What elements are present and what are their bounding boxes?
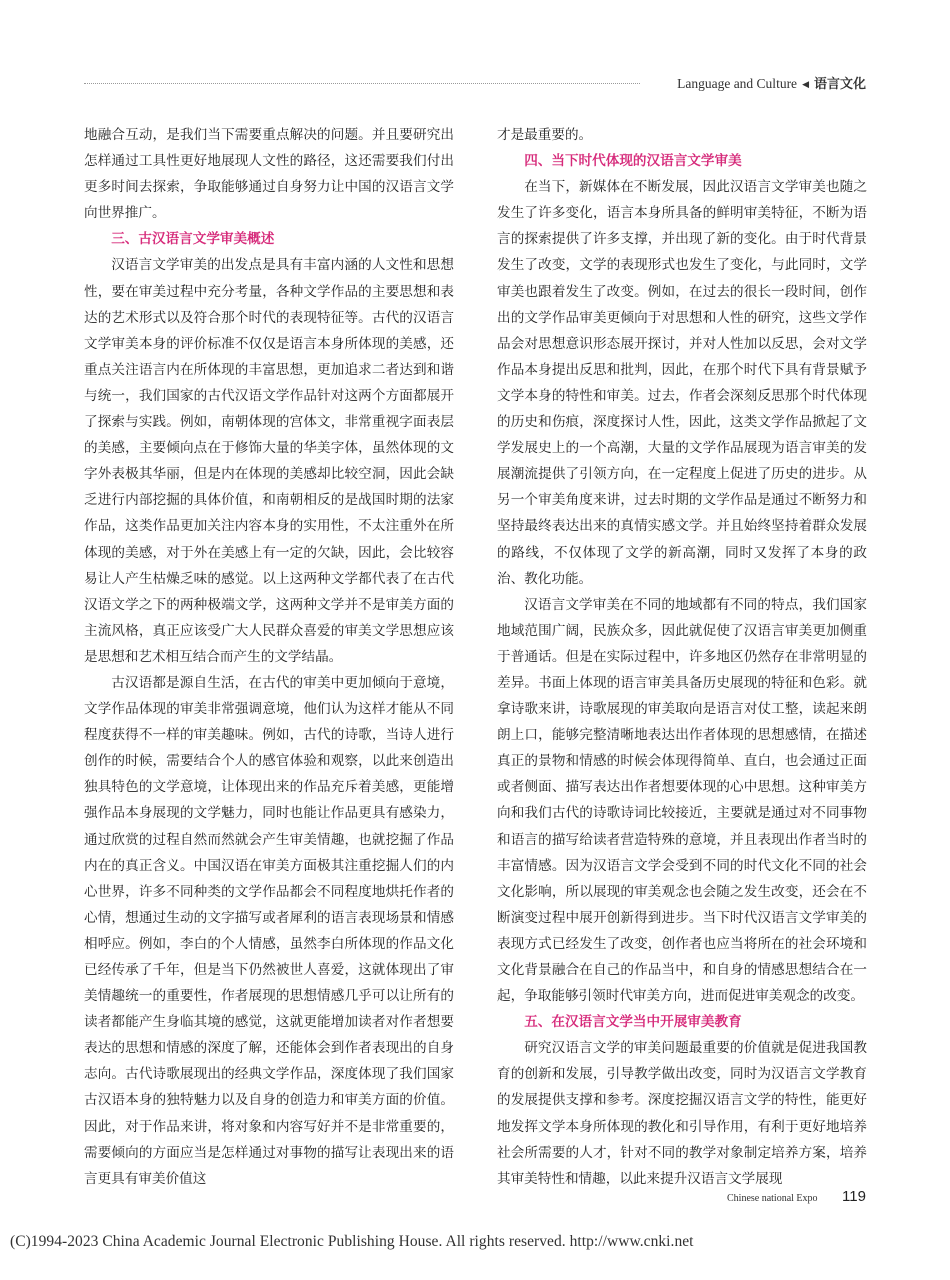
section-heading-3: 三、古汉语言文学审美概述 <box>111 231 275 248</box>
paragraph: 汉语言文学审美的出发点是具有丰富内涵的人文性和思想性，要在审美过程中充分考量，各种文学作品的主要思想和表达的艺术形式以及符合那个时代的表现特征等。古代的汉语言文学审美本身的评价标准不仅仅是语言本身所体现的美感，还重点关注语言内在所体现的丰富思想，更加追求二者达到和谐与统一，我们国家的古代汉语文学作品针对这两个方面都展开了探索与实践。例如，南朝体现的宫体文，非常重视字面表层的美感，主要倾向点在于修饰大量的华美字体，虽然体现的文字外表极其华丽，但是内在体现的美感却比较空洞，因此会缺乏进行内部挖掘的具体价值，和南朝相反的是战国时期的法家作品，这类作品更加关注内容本身的实用性，不太注重外在所体现的美感，对于外在美感上有一定的欠缺，因此，会比较容易让人产生枯燥乏味的感觉。以上这两种文学都代表了在古代汉语文学之下的两种极端文学，这两种文学并不是审美方面的主流风格，真正应该受广大人民群众喜爱的审美文学思想应该是思想和艺术相互结合而产生的文学结晶。 <box>84 257 454 665</box>
header-dotted-rule <box>84 83 640 84</box>
left-column <box>84 122 454 1192</box>
paragraph: 汉语言文学审美在不同的地域都有不同的特点，我们国家地域范围广阔，民族众多，因此就促使了汉语言审美更加侧重于普通话。但是在实际过程中，许多地区仍然存在非常明显的差异。书面上体现的语言审美具备历史展现的特征和色彩。就拿诗歌来讲，诗歌展现的审美取向是语言对仗工整，读起来朗朗上口，能够完整清晰地表达出作者体现的思想感情，在描述真正的景物和情感的时候会体现得简单、直白，也会通过正面或者侧面、描写表达出作者想要体现的心中思想。这种审美方向和我们古代的诗歌诗词比较接近，主要就是通过对不同事物和语言的描写给读者营造特殊的意境，并且表现出作者当时的丰富情感。因为汉语言文学会受到不同的时代文化不同的社会文化影响，所以展现的审美观念也会随之发生改变，还会在不断演变过程中展开创新得到进步。当下时代汉语言文学审美的表现方式已经发生了改变，创作者也应当将所在的社会环境和文化背景融合在自己的作品当中，和自身的情感思想结合在一起，争取能够引领时代审美方向，进而促进审美观念的改变。 <box>497 596 867 1005</box>
section-heading-5: 五、在汉语言文学当中开展审美教育 <box>524 1014 742 1031</box>
running-header <box>84 70 866 96</box>
footer-journal-name: Chinese national Expo <box>727 1193 818 1204</box>
paragraph-continued: 才是最重要的。 <box>497 127 593 143</box>
copyright-notice: (C)1994-2023 China Academic Journal Electronic Publishing House. All rights reserved. http://www.cnki.net <box>10 1233 694 1250</box>
paragraph: 研究汉语言文学的审美问题最重要的价值就是促进我国教育的创新和发展，引导教学做出改变，同时为汉语言文学教育的发展提供支撑和参考。深度挖掘汉语言文学的特性，能更好地发挥文学本身所体现的教化和引导作用，有利于更好地培养社会所需要的人才，针对不同的教学对象制定培养方案，培养其审美特性和情趣，以此来提升汉语言文学展现 <box>497 1040 867 1187</box>
paragraph: 在当下，新媒体在不断发展，因此汉语言文学审美也随之发生了许多变化，语言本身所具备的鲜明审美特征，不断为语言的探索提供了许多支撑，并出现了新的变化。由于时代背景发生了改变，文学的表现形式也发生了变化，与此同时，文学审美也跟着发生了改变。例如，在过去的很长一段时间，创作出的文学作品审美更倾向于对思想和人性的研究，这些文学作品会对思想意识形态展开探讨，并对人性加以反思，会对文学作品本身提出反思和批判，因此，在那个时代下具有背景赋予文学本身的特性和审美。过去，作者会深刻反思那个时代体现的历史和伤痕，深度探讨人性，因此，这类文学作品掀起了文学发展史上的一个高潮，大量的文学作品展现为语言审美的发展潮流提供了引领方向，在一定程度上促进了历史的进步。从另一个审美角度来讲，过去时期的文学作品是通过不断努力和坚持最终表达出来的真情实感文学。并且始终坚持着群众发展的路线，不仅体现了文学的新高潮，同时又发挥了本身的政治、教化功能。 <box>497 179 867 587</box>
right-column <box>497 122 867 1192</box>
header-journal-cn: 语言文化 <box>813 77 866 92</box>
page-number: 119 <box>842 1188 866 1205</box>
section-heading-4: 四、当下时代体现的汉语言文学审美 <box>524 153 742 170</box>
paragraph-continued: 地融合互动，是我们当下需要重点解决的问题。并且要研究出怎样通过工具性更好地展现人文性的路径，这还需要我们付出更多时间去探索，争取能够通过自身努力让中国的汉语言文学向世界推广。 <box>84 127 454 222</box>
header-journal-en: Language and Culture <box>677 76 798 91</box>
left-triangle-icon: ◀ <box>802 80 809 90</box>
paragraph: 古汉语都是源自生活，在古代的审美中更加倾向于意境，文学作品体现的审美非常强调意境，他们认为这样才能从不同程度获得不一样的审美趣味。例如，古代的诗歌，当诗人进行创作的时候，需要结合个人的感官体验和观察，以此来创造出独具特色的文学意境，让体现出来的作品充斥着美感，更能增强作品本身展现的文学魅力，同时也能让作品更具有感染力，通过欣赏的过程自然而然就会产生审美情趣，也就挖掘了作品内在的真正含义。中国汉语在审美方面极其注重挖掘人们的内心世界，许多不同种类的文学作品都会不同程度地烘托作者的心情，想通过生动的文字描写或者犀利的语言表现场景和情感相呼应。例如，李白的个人情感，虽然李白所体现的作品文化已经传承了千年，但是当下仍然被世人喜爱，这就体现出了审美情趣统一的重要性，作者展现的思想情感几乎可以让所有的读者都能产生身临其境的感觉，这就更能增加读者对作者想要表达的思想和情感的深度了解，还能体会到作者表现出的自身志向。古代诗歌展现出的经典文学作品，深度体现了我们国家古汉语本身的独特魅力以及自身的创造力和审美方面的价值。因此，对于作品来讲，将对象和内容写好并不是非常重要的，需要倾向的方面应当是怎样通过对事物的描写让表现出来的语言更具有审美价值这 <box>84 674 454 1187</box>
header-journal-title <box>677 73 866 92</box>
